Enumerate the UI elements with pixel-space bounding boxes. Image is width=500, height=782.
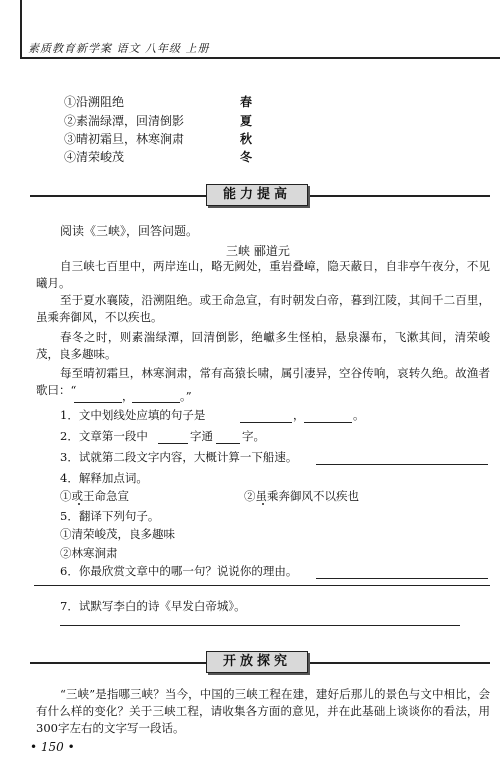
q4-text: 4．解释加点词。 <box>60 471 148 485</box>
q2-a: 2．文章第一段中 <box>60 429 148 443</box>
page-number: • 150 • <box>30 740 75 754</box>
q2-blank-2[interactable] <box>216 433 240 444</box>
q2-b: 字通 <box>190 429 213 443</box>
q4-item-1: ①或王命急宣 <box>60 489 129 503</box>
section1-title: 能力提高 <box>206 184 308 206</box>
song-blank-1[interactable] <box>74 392 122 403</box>
q4-item-2: ②虽乘奔御风不以疾也 <box>244 489 359 503</box>
q1-sep: ， <box>293 408 305 422</box>
q6-answer-line-2[interactable] <box>34 585 490 586</box>
matching-left-2: ②素湍绿潭，回清倒影 <box>64 114 185 128</box>
q5-item-2: ②林寒涧肃 <box>60 546 118 560</box>
q6-text: 6．你最欣赏文章中的哪一句？说说你的理由。 <box>60 564 298 578</box>
matching-right-2: 夏 <box>240 114 253 128</box>
song-comma: ， <box>122 389 134 403</box>
song-blank-2[interactable] <box>132 392 180 403</box>
section2-title: 开放探究 <box>206 651 308 673</box>
matching-left-4: ④清荣峻茂 <box>64 150 125 164</box>
q7-answer-line[interactable] <box>60 625 460 626</box>
song-end: 。” <box>180 389 192 403</box>
q3-text: 3．试就第二段文字内容，大概计算一下船速。 <box>60 450 298 464</box>
reading-instruction: 阅读《三峡》，回答问题。 <box>60 224 199 238</box>
q2-c: 字。 <box>242 429 265 443</box>
q1-end: 。 <box>353 408 365 422</box>
q4-emphasis-dot-2 <box>262 503 264 505</box>
article-title: 三峡 郦道元 <box>226 244 290 258</box>
article-paragraph-2: 至于夏水襄陵，沿溯阻绝。或王命急宣，有时朝发白帝，暮到江陵，其间千二百里，虽乘奔御风，不以疾也。 <box>36 293 490 324</box>
header-rule <box>20 57 500 59</box>
q5-item-1: ①清荣峻茂，良多趣味 <box>60 527 175 541</box>
matching-right-4: 冬 <box>240 150 253 164</box>
top-left-vertical-rule <box>20 0 22 58</box>
article-paragraph-4: 每至晴初霜旦，林寒涧肃，常有高猿长啸，属引凄异，空谷传响，哀转久绝。故渔者歌曰：“ <box>36 366 490 397</box>
article-paragraph-3: 春冬之时，则素湍绿潭，回清倒影，绝巘多生怪柏，悬泉瀑布，飞漱其间，清荣峻茂，良多趣味。 <box>36 330 490 361</box>
q6-answer-line[interactable] <box>316 568 488 579</box>
matching-right-3: 秋 <box>240 132 253 146</box>
matching-left-3: ③晴初霜旦，林寒涧肃 <box>64 132 185 146</box>
matching-right-1: 春 <box>240 95 253 109</box>
q1-blank-1[interactable] <box>240 412 292 423</box>
q5-text: 5．翻译下列句子。 <box>60 509 160 523</box>
q1-text: 1．文中划线处应填的句子是 <box>60 408 206 422</box>
q3-answer-line[interactable] <box>316 454 488 465</box>
page-header: 素质教育新学案 语文 八年级 上册 <box>28 42 210 55</box>
q7-text: 7．试默写李白的诗《早发白帝城》。 <box>60 599 246 613</box>
q1-blank-2[interactable] <box>304 412 352 423</box>
q4-emphasis-dot-1 <box>78 503 80 505</box>
q2-blank-1[interactable] <box>158 433 188 444</box>
open-question: “三峡”是指哪三峡？当今，中国的三峡工程在建，建好后那儿的景色与文中相比，会有什么样的变化？关于三峡工程，请收集各方面的意见，并在此基础上谈谈你的看法，用300字左右的文字写一段话。 <box>36 687 490 735</box>
matching-left-1: ①沿溯阻绝 <box>64 95 125 109</box>
article-paragraph-1: 自三峡七百里中，两岸连山，略无阙处，重岩叠嶂，隐天蔽日，自非亭午夜分，不见曦月。 <box>36 259 490 290</box>
